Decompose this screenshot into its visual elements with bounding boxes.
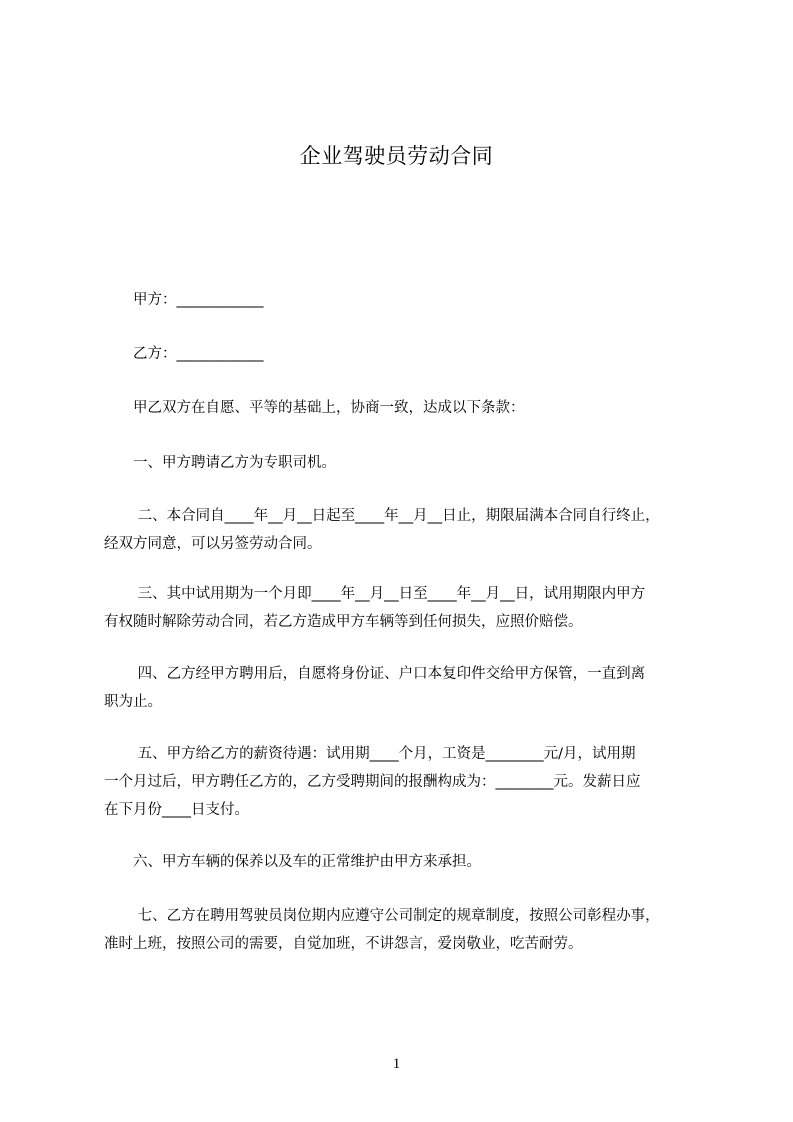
clause-6: 六、甲方车辆的保养以及车的正常维护由甲方来承担。 [104,854,481,870]
clause-5-line-3: 在下月份____日支付。 [104,802,249,818]
party-a-line: 甲方：____________ [104,292,264,308]
party-b-line: 乙方：____________ [104,346,264,362]
clause-4-line-1: 四、乙方经甲方聘用后，自愿将身份证、户口本复印件交给甲方保管，一直到离 [104,666,646,682]
clause-3-line-2: 有权随时解除劳动合同，若乙方造成甲方车辆等到任何损失，应照价赔偿。 [104,614,583,630]
clause-7-line-1: 七、乙方在聘用驾驶员岗位期内应遵守公司制定的规章制度，按照公司彰程办事， [104,908,660,924]
clause-4-line-2: 职为止。 [104,694,162,710]
clause-7-line-2: 准时上班，按照公司的需要，自觉加班，不讲怨言，爱岗敬业，吃苦耐劳。 [104,936,583,952]
document-title: 企业驾驶员劳动合同 [299,144,494,168]
preamble: 甲乙双方在自愿、平等的基础上，协商一致，达成以下条款： [104,400,525,416]
clause-2-line-1: 二、本合同自____年__月__日起至____年__月__日止，期限届满本合同自行终止， [104,508,660,524]
clause-5-line-1: 五、甲方给乙方的薪资待遇：试用期____个月，工资是________元/月，试用期 [104,746,636,762]
clause-3-line-1: 三、其中试用期为一个月即____年__月__日至____年__月__日，试用期限内甲方 [104,586,646,602]
clause-1: 一、甲方聘请乙方为专职司机。 [104,455,336,471]
clause-5-line-2: 一个月过后，甲方聘任乙方的，乙方受聘期间的报酬构成为：________元。发薪日应 [104,774,641,790]
page-number: 1 [392,1056,401,1072]
clause-2-line-2: 经双方同意，可以另签劳动合同。 [104,536,322,552]
